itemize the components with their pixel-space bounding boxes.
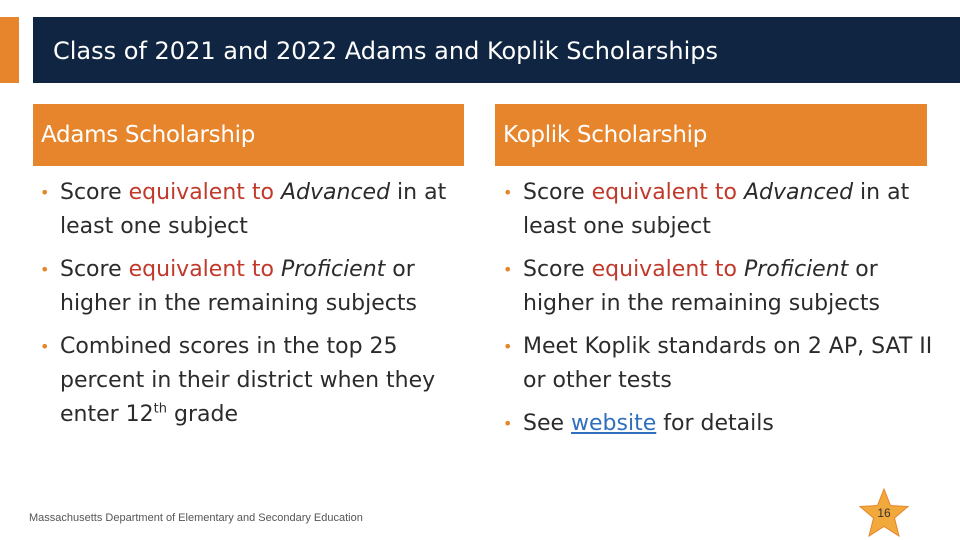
bullet-dot-icon: • <box>40 183 50 202</box>
bullet-dot-icon: • <box>503 260 513 279</box>
list-item: • Score equivalent to Proficient or higher in the remaining subjects <box>503 253 933 321</box>
title-accent-bar <box>0 17 19 83</box>
koplik-header-label: Koplik Scholarship <box>503 122 708 148</box>
adams-criteria-list <box>40 176 470 441</box>
website-link[interactable]: website <box>571 411 657 436</box>
koplik-header <box>495 104 927 166</box>
page-number: 16 <box>877 506 891 520</box>
footer-department: Massachusetts Department of Elementary and Secondary Education <box>29 512 363 524</box>
bullet-dot-icon: • <box>503 414 513 433</box>
list-item: • Score equivalent to Advanced in at least one subject <box>503 176 933 244</box>
bullet-dot-icon: • <box>40 260 50 279</box>
title-band <box>33 17 960 83</box>
bullet-dot-icon: • <box>40 337 50 356</box>
koplik-criteria-list <box>503 176 933 450</box>
list-item: • See website for details <box>503 407 933 441</box>
list-item: • Meet Koplik standards on 2 AP, SAT II or other tests <box>503 330 933 398</box>
list-item: • Combined scores in the top 25 percent in their district when they enter 12th grade <box>40 330 470 432</box>
slide-title: Class of 2021 and 2022 Adams and Koplik Scholarships <box>53 37 718 65</box>
adams-header-label: Adams Scholarship <box>41 122 256 148</box>
list-item: • Score equivalent to Advanced in at least one subject <box>40 176 470 244</box>
adams-header <box>33 104 464 166</box>
bullet-dot-icon: • <box>503 337 513 356</box>
list-item: • Score equivalent to Proficient or higher in the remaining subjects <box>40 253 470 321</box>
bullet-dot-icon: • <box>503 183 513 202</box>
